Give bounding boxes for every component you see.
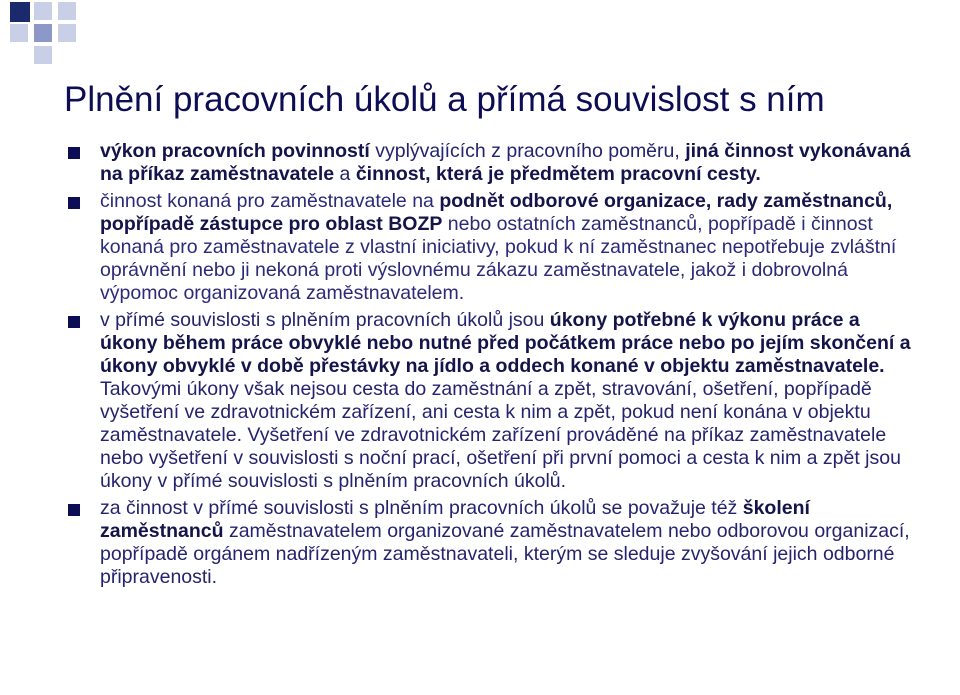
bullet-item	[60, 140, 920, 186]
bullet-text-bold: podnět odborové organizace, rady zaměstnanců, popřípadě zástupce pro oblast BOZP	[100, 190, 893, 235]
slide-title: Plnění pracovních úkolů a přímá souvislost s ním	[64, 80, 825, 119]
bullet-item	[60, 190, 920, 305]
bullet-list	[60, 140, 920, 593]
bullet-item	[60, 309, 920, 493]
bullet-text	[100, 140, 920, 186]
bullet-text-plain: Takovými úkony však nejsou cesta do zaměstnání a zpět, stravování, ošetření, popřípadě vyšetření ve zdravotnickém zařízení, ani cesta k nim a zpět, pokud není konána v objektu zaměstnavatele. Vyšetření ve zdravotnickém zařízení prováděné na příkaz zaměstnavatele nebo vyšetření v souvislosti s noční prací, ošetření při první pomoci a cesta k nim a zpět jsou úkony v přímé souvislosti s plněním pracovních úkolů.	[100, 378, 901, 492]
bullet-text	[100, 190, 920, 305]
corner-decoration-square	[34, 24, 52, 42]
square-bullet-icon	[68, 504, 80, 516]
bullet-item	[60, 497, 920, 589]
square-bullet-icon	[68, 197, 80, 209]
corner-decoration-square	[10, 24, 28, 42]
bullet-text-bold: jiná činnost vykonávaná na příkaz zaměstnavatele	[100, 140, 911, 185]
corner-decoration-square	[34, 46, 52, 64]
bullet-text-bold: školení zaměstnanců	[100, 497, 810, 542]
bullet-text-plain: v přímé souvislosti s plněním pracovních úkolů jsou	[100, 309, 550, 331]
bullet-text-plain: vyplývajících z pracovního poměru,	[369, 140, 686, 162]
bullet-text-bold: úkony potřebné k výkonu práce a úkony během práce obvyklé nebo nutné před počátkem práce nebo po jejím skončení a úkony obvyklé v době přestávky na jídlo a oddech konané v objektu zaměstnavatele.	[100, 309, 911, 377]
bullet-text-bold: činnost, která je předmětem pracovní cesty.	[355, 163, 761, 185]
bullet-text	[100, 309, 920, 493]
bullet-text	[100, 497, 920, 589]
corner-decoration-square	[58, 2, 76, 20]
bullet-text-plain: za činnost v přímé souvislosti s plněním pracovních úkolů se považuje též	[100, 497, 743, 519]
corner-decoration-square	[10, 2, 30, 22]
bullet-text-plain: činnost konaná pro zaměstnavatele na	[100, 190, 440, 212]
corner-decoration-square	[58, 24, 76, 42]
bullet-text-plain: a	[334, 163, 356, 185]
corner-decoration-square	[34, 2, 52, 20]
bullet-text-plain: zaměstnavatelem organizované zaměstnavatelem nebo odborovou organizací, popřípadě orgánem nadřízeným zaměstnavateli, kterým se sleduje zvyšování jejich odborné připravenosti.	[100, 520, 910, 588]
square-bullet-icon	[68, 316, 80, 328]
bullet-text-bold: výkon pracovních povinností	[100, 140, 370, 162]
bullet-text-plain: nebo ostatních zaměstnanců, popřípadě i činnost konaná pro zaměstnavatele z vlastní iniciativy, pokud k ní zaměstnanec nepotřebuje zvláštní oprávnění nebo ji nekoná proti výslovnému zákazu zaměstnavatele, jakož i dobrovolná výpomoc organizovaná zaměstnavatelem.	[100, 213, 897, 304]
square-bullet-icon	[68, 147, 80, 159]
